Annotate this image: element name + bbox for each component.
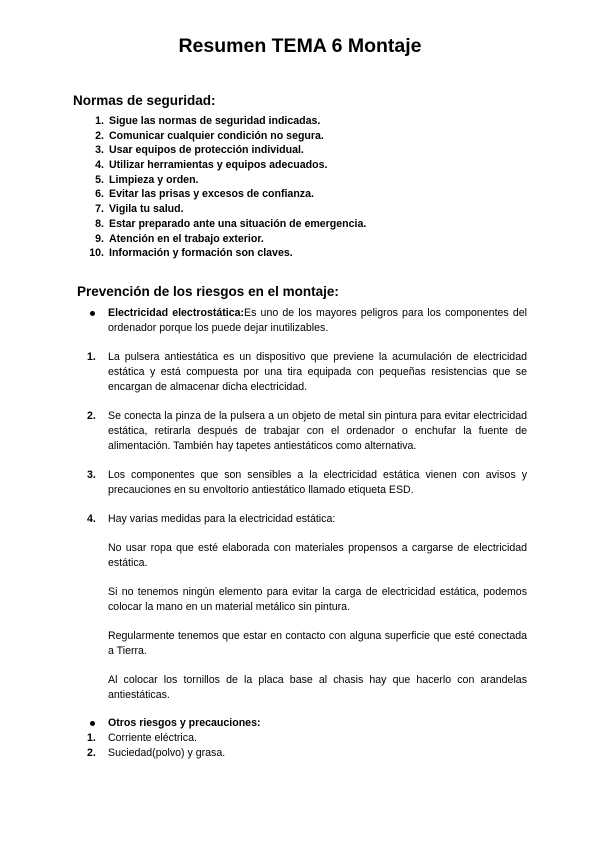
list-number: 3.	[95, 144, 104, 157]
list-item-text: Hay varias medidas para la electricidad estática:	[108, 513, 336, 525]
list-item	[78, 217, 558, 232]
list-number: 3.	[87, 469, 96, 481]
list-number: 9.	[95, 232, 104, 245]
list-item-text: Evitar las prisas y excesos de confianza.	[109, 188, 314, 201]
list-item	[78, 143, 558, 158]
electricidad-bullet	[87, 306, 527, 336]
list-item-text: Comunicar cualquier condición no segura.	[109, 129, 324, 142]
list-number: 8.	[95, 217, 104, 230]
list-item	[78, 246, 558, 261]
medida-paragraph: Al colocar los tornillos de la placa base al chasis hay que hacerlo con arandelas antiestáticas.	[108, 674, 527, 701]
list-number: 4.	[87, 513, 96, 525]
list-item	[78, 114, 558, 129]
electricidad-label: Electricidad electrostática:	[108, 307, 245, 319]
list-item-text: Utilizar herramientas y equipos adecuados.	[109, 159, 328, 172]
list-item-text: Sigue las normas de seguridad indicadas.	[109, 115, 321, 127]
list-item-text: Estar preparado ante una situación de emergencia.	[109, 217, 367, 230]
list-item	[87, 746, 527, 761]
list-item	[78, 232, 558, 247]
list-number: 2.	[87, 410, 96, 422]
electricidad-paragraph	[108, 306, 527, 336]
list-item	[87, 350, 527, 394]
list-item-text: Los componentes que son sensibles a la electricidad estática vienen con avisos y precauciones en su envoltorio antiestático llamado etiqueta ESD.	[108, 469, 527, 496]
otros-label: Otros riesgos y precauciones:	[108, 717, 261, 729]
bullet-icon	[90, 721, 95, 726]
list-item	[78, 187, 558, 202]
list-item-text: Suciedad(polvo) y grasa.	[108, 747, 226, 759]
medida-paragraph: No usar ropa que esté elaborada con materiales propensos a cargarse de electricidad estática.	[108, 542, 527, 569]
list-item	[78, 173, 558, 188]
section-heading-prevencion: Prevención de los riesgos en el montaje:	[77, 284, 339, 299]
list-number: 10.	[89, 247, 104, 260]
page-title: Resumen TEMA 6 Montaje	[178, 35, 422, 57]
list-number: 5.	[95, 173, 104, 186]
list-number: 6.	[95, 188, 104, 201]
list-item	[87, 512, 527, 527]
section-heading-normas: Normas de seguridad:	[73, 93, 216, 108]
list-item-text: Corriente eléctrica.	[108, 732, 197, 744]
list-item-text: Se conecta la pinza de la pulsera a un objeto de metal sin pintura para evitar electricidad estática, retirarla después de trabajar con el ordenador o enchufar la fuente de alimentación. También hay tapetes antiestáticos como alternativa.	[108, 410, 527, 452]
list-item-text: La pulsera antiestática es un dispositivo que previene la acumulación de electricidad estática y está compuesta por una tira equipada con pequeñas resistencias que se encargan de almacenar dicha electricidad.	[108, 351, 527, 393]
list-item-text: Atención en el trabajo exterior.	[109, 232, 264, 245]
medida-paragraph: Si no tenemos ningún elemento para evitar la carga de electricidad estática, podemos colocar la mano en un material metálico sin pintura.	[108, 586, 527, 613]
normas-list	[78, 114, 558, 261]
list-number: 1.	[87, 351, 96, 363]
list-item	[78, 202, 558, 217]
list-item	[78, 158, 558, 173]
list-number: 4.	[95, 159, 104, 172]
list-item	[87, 409, 527, 453]
list-number: 7.	[95, 203, 104, 216]
medida-paragraph: Regularmente tenemos que estar en contacto con alguna superficie que esté conectada a Tierra.	[108, 630, 527, 657]
list-item-text: Usar equipos de protección individual.	[109, 144, 304, 157]
list-number: 2.	[87, 747, 96, 759]
list-number: 2.	[95, 129, 104, 142]
electricidad-text: Es uno de los mayores peligros para los componentes del ordenador porque los puede dejar inutilizables.	[108, 307, 527, 334]
list-item-text: Información y formación son claves.	[109, 247, 293, 260]
list-item-text: Vigila tu salud.	[109, 203, 184, 216]
list-item	[78, 129, 558, 144]
otros-bullet	[87, 716, 527, 731]
list-number: 1.	[95, 115, 104, 127]
bullet-icon	[90, 311, 95, 316]
list-number: 1.	[87, 732, 96, 744]
list-item-text: Limpieza y orden.	[109, 173, 199, 186]
list-item	[87, 731, 527, 746]
list-item	[87, 468, 527, 498]
